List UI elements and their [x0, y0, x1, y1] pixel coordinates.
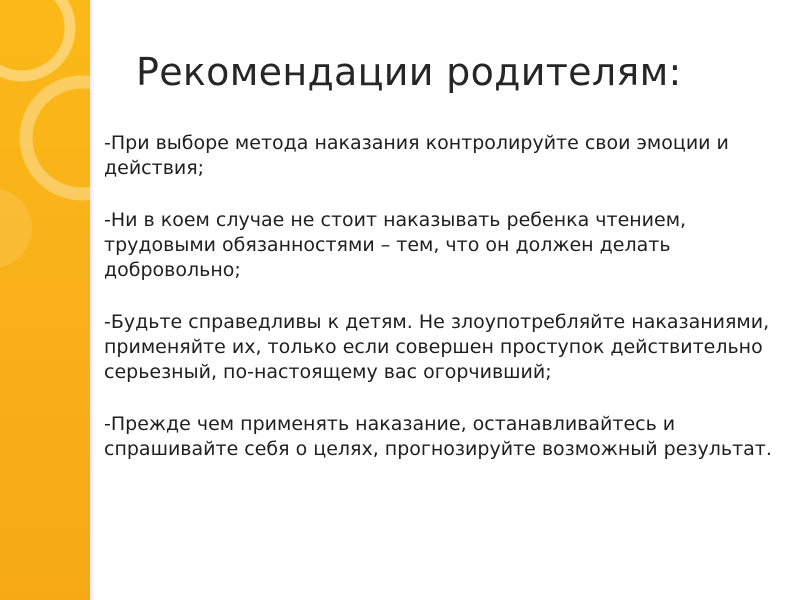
recommendation-2: -Ни в коем случае не стоит наказывать ребенка чтением, трудовыми обязанностями – тем, что он должен делать добровольно; [104, 209, 687, 281]
recommendation-1: -При выборе метода наказания контролируйте свои эмоции и действия; [104, 132, 729, 179]
band-shadow-edge [90, 0, 95, 600]
decorative-circles [0, 0, 90, 600]
decorative-ring-top [0, 0, 70, 76]
recommendation-4: -Прежде чем применять наказание, останавливайтесь и спрашивайте себя о целях, прогнозируйте возможный результат. [104, 413, 772, 460]
recommendation-3: -Будьте справедливы к детям. Не злоупотребляйте наказаниями, применяйте их, только если совершен проступок действительно серьезный, по-настоящему вас огорчивший; [104, 311, 770, 383]
slide-title: Рекомендации родителям: [136, 50, 682, 94]
recommendations-list [104, 131, 794, 489]
decorative-side-band [0, 0, 90, 600]
decorative-disc [0, 188, 32, 268]
decorative-ring-middle [26, 82, 90, 194]
